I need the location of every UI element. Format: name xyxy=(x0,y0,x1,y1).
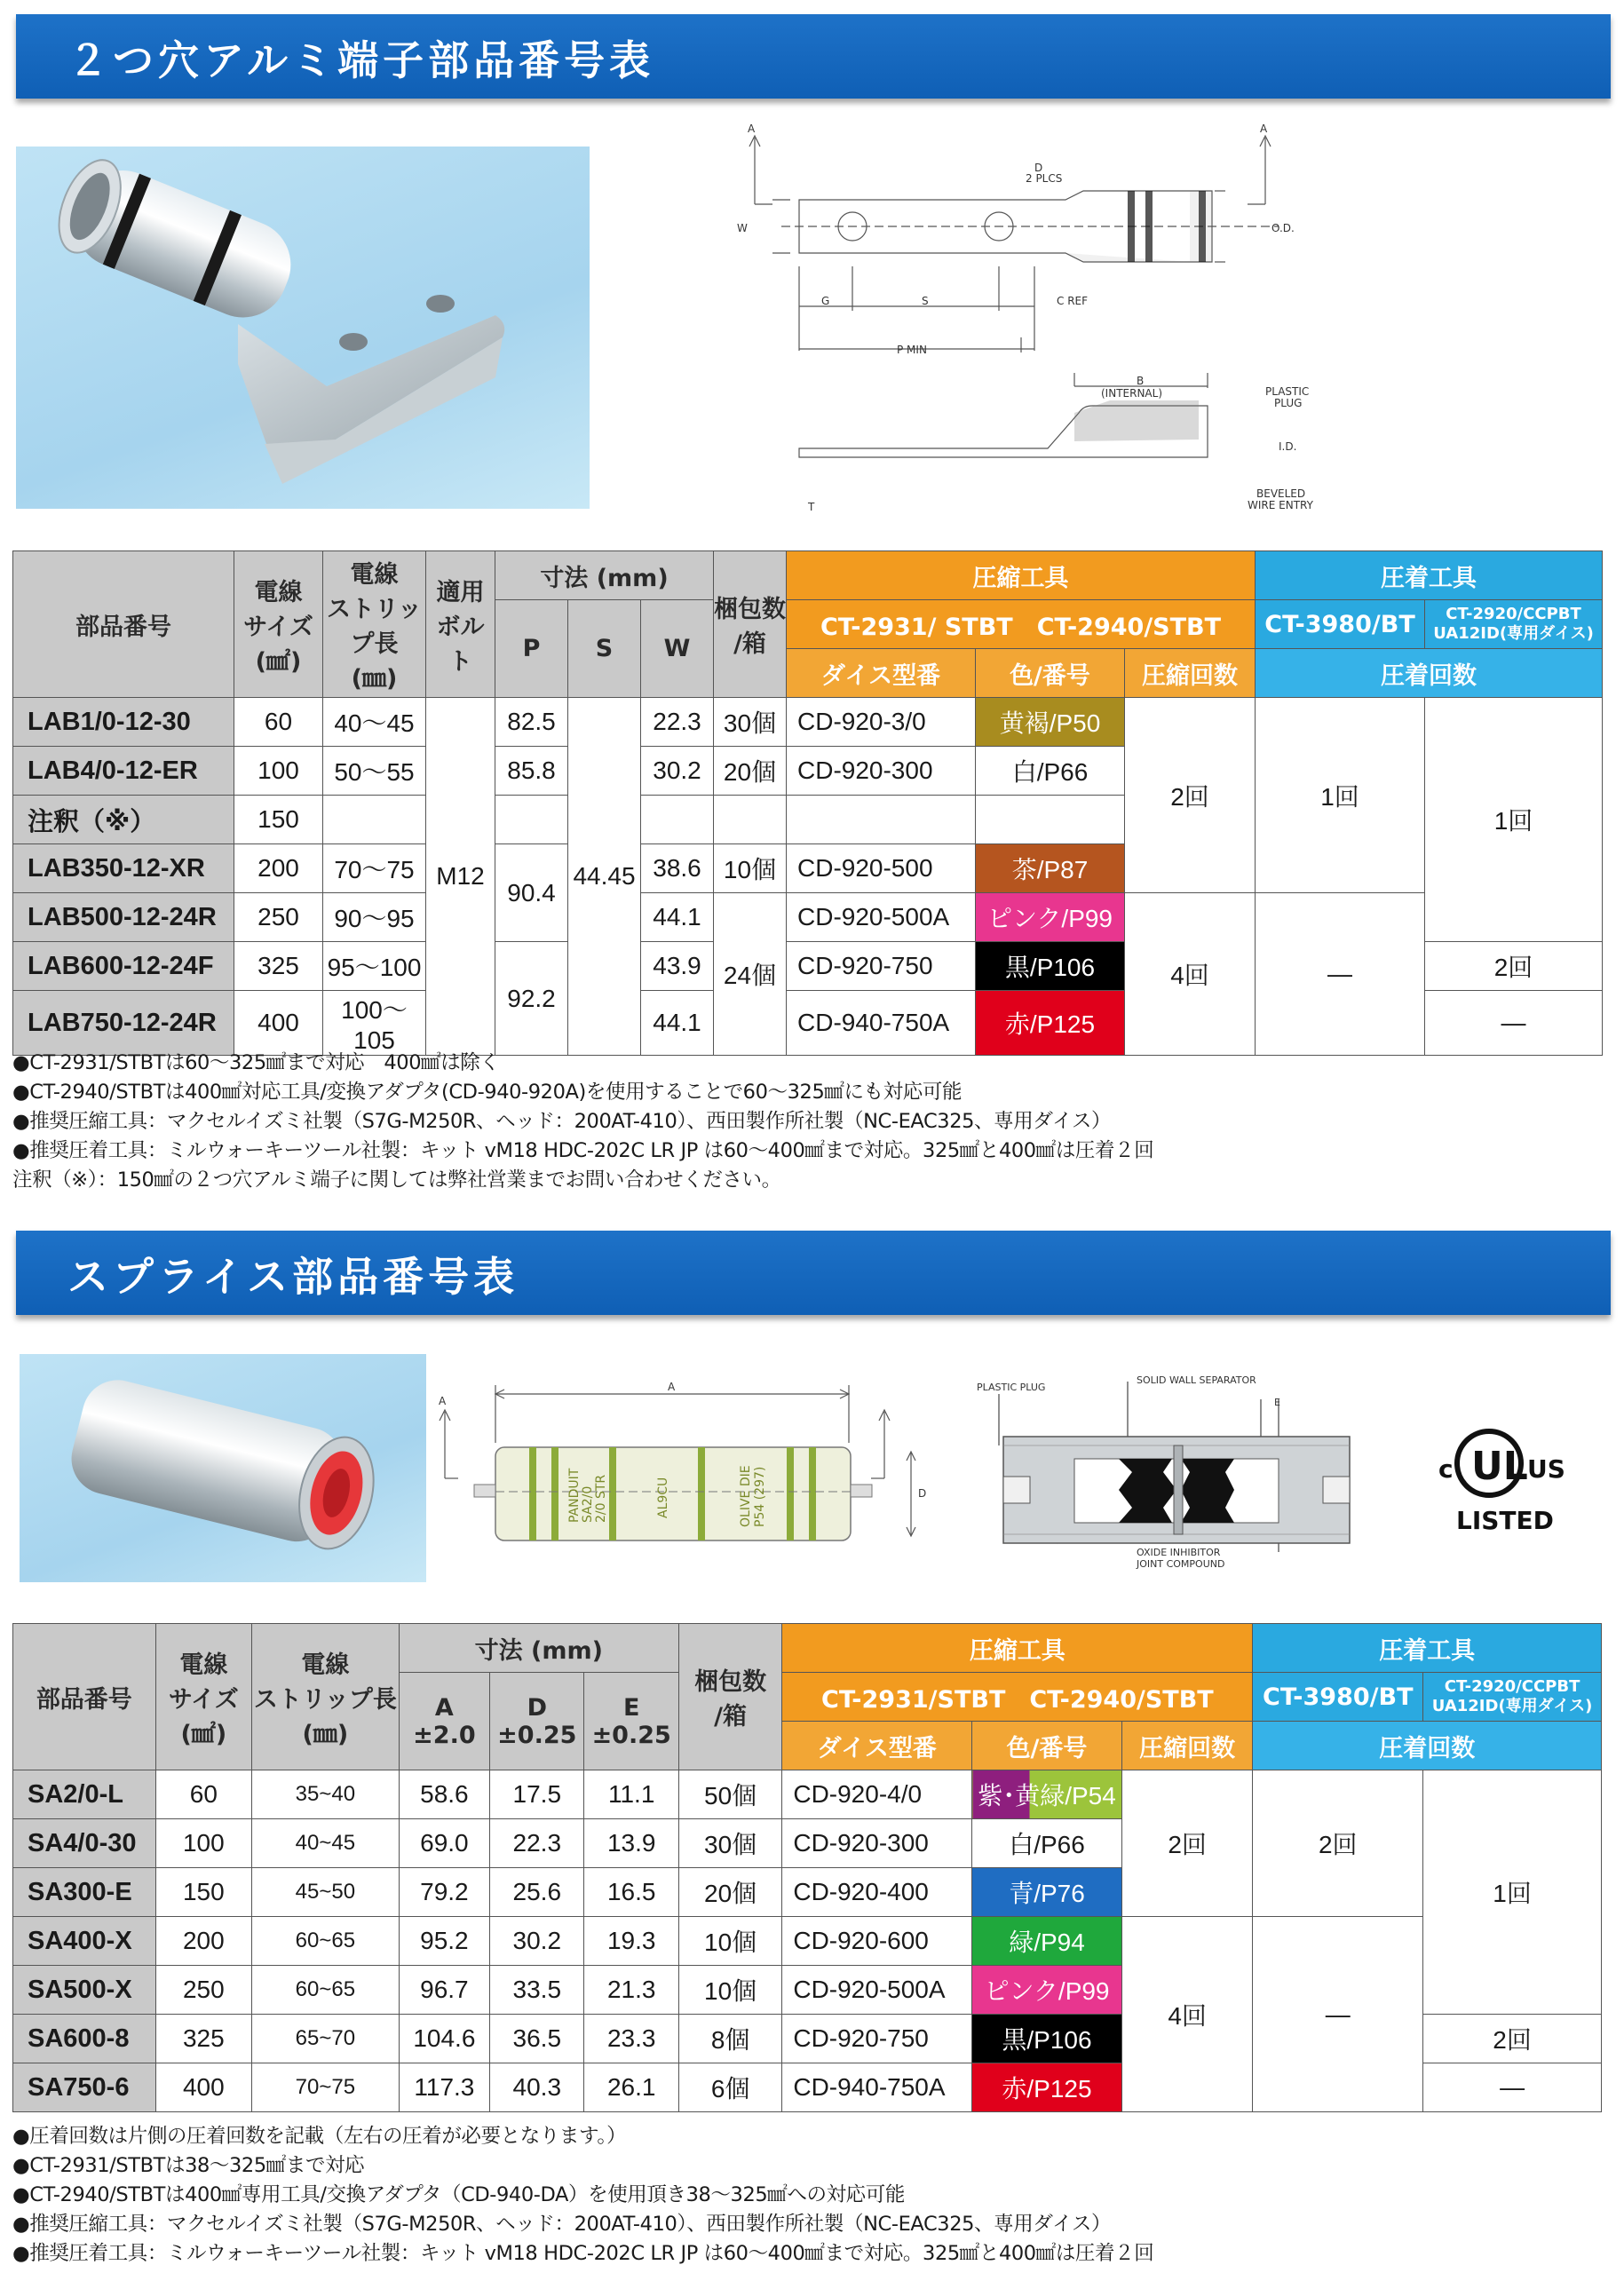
table-row xyxy=(13,1770,1602,1819)
lug-spec-table xyxy=(12,550,1603,1056)
strip-length: 45~50 xyxy=(252,1868,400,1917)
header-s: S xyxy=(568,600,641,698)
wire-size: 325 xyxy=(155,2015,251,2063)
section-label-oxide1: OXIDE INHIBITOR xyxy=(1137,1547,1221,1558)
header-crimp-times: 圧着回数 xyxy=(1253,1722,1602,1770)
dim-e: 13.9 xyxy=(584,1819,678,1868)
strip-length: 65~70 xyxy=(252,2015,400,2063)
note: ●CT-2931/STBTは60～325㎟まで対応 400㎟は除く xyxy=(12,1051,500,1074)
dwg-label-od: O.D. xyxy=(1271,222,1295,234)
dim-d: 30.2 xyxy=(490,1917,584,1966)
dwg-label-internal: (INTERNAL) xyxy=(1101,387,1162,400)
die-number: CD-920-400 xyxy=(782,1868,972,1917)
part-number: LAB350-12-XR xyxy=(13,844,234,893)
header-crimp-times: 圧着回数 xyxy=(1256,649,1603,698)
ul-us: US xyxy=(1527,1454,1565,1484)
part-number: SA500-X xyxy=(13,1966,156,2015)
dim-a: 58.6 xyxy=(399,1770,489,1819)
header-w: W xyxy=(641,600,714,698)
wire-size: 150 xyxy=(155,1868,251,1917)
splice-photo xyxy=(20,1354,426,1582)
die-number: CD-920-300 xyxy=(782,1819,972,1868)
pack-count: 50個 xyxy=(678,1770,781,1819)
color-chip: 白/P66 xyxy=(976,747,1125,796)
table-row xyxy=(13,1917,1602,1966)
wire-size: 60 xyxy=(234,698,323,747)
table-row xyxy=(13,698,1603,747)
wire-size: 150 xyxy=(234,796,323,844)
splice-section-drawing xyxy=(959,1374,1385,1574)
header-bolt: 適用 ボルト xyxy=(426,551,495,698)
header-comp-times: 圧縮回数 xyxy=(1125,649,1256,698)
table-row xyxy=(13,893,1603,942)
pack-count: 10個 xyxy=(678,1917,781,1966)
header-a: A ±2.0 xyxy=(399,1673,489,1770)
section1-notes xyxy=(12,1049,1153,1195)
comp-times: 2回 xyxy=(1125,698,1256,893)
dwg-label-cref: C REF xyxy=(1057,295,1089,307)
dwg-label-g: G xyxy=(821,295,830,307)
comp-times: 4回 xyxy=(1121,1917,1253,2112)
dwg-label-plug: PLUG xyxy=(1274,397,1303,409)
dwg-label-plcs: 2 PLCS xyxy=(1026,172,1063,185)
header-pack: 梱包数 /箱 xyxy=(714,551,787,698)
dim-e: 16.5 xyxy=(584,1868,678,1917)
note: ●圧着回数は片側の圧着回数を記載（左右の圧着が必要となります。） xyxy=(12,2125,627,2148)
color-chip: 赤/P125 xyxy=(976,991,1125,1056)
wire-size: 100 xyxy=(234,747,323,796)
dim-e: 26.1 xyxy=(584,2063,678,2112)
splice-print-5: OLIVE DIE xyxy=(739,1465,753,1527)
header-comp-models: CT-2931/STBT CT-2940/STBT xyxy=(782,1673,1253,1722)
wire-size: 100 xyxy=(155,1819,251,1868)
header-d: D ±0.25 xyxy=(490,1673,584,1770)
color-chip: 紫･黄緑/P54 xyxy=(972,1770,1122,1819)
pack-count: 20個 xyxy=(714,747,787,796)
color-chip: ピンク/P99 xyxy=(972,1966,1122,2015)
dim-a: 117.3 xyxy=(399,2063,489,2112)
splice-print-2: SA2/0 xyxy=(581,1485,595,1523)
strip-length: 90～95 xyxy=(323,893,426,942)
dim-a: 95.2 xyxy=(399,1917,489,1966)
header-strip-length: 電線 ストリップ長 (㎜) xyxy=(323,551,426,698)
part-number: 注釈（※） xyxy=(13,796,234,844)
header-crimp-tool: 圧着工具 xyxy=(1253,1624,1602,1673)
header-comp-models: CT-2931/ STBT CT-2940/STBT xyxy=(787,600,1256,649)
ul-mark: UL xyxy=(1471,1444,1528,1489)
note: ●推奨圧縮工具：マクセルイズミ社製（S7G-M250R、ヘッド：200AT-410）、西田製作所社製（NC-EAC325、専用ダイス） xyxy=(12,2213,1112,2236)
dim-a: 79.2 xyxy=(399,1868,489,1917)
pack-count: 10個 xyxy=(714,844,787,893)
splice-label-a-arrow: A xyxy=(439,1395,447,1407)
lug-photo xyxy=(16,147,590,509)
pack-count: 24個 xyxy=(714,893,787,1056)
section-label-e: E xyxy=(1274,1397,1280,1408)
dim-w: 44.1 xyxy=(641,893,714,942)
ul-c: c xyxy=(1438,1454,1454,1484)
section1-banner xyxy=(16,14,1611,99)
header-wire-size: 電線 サイズ (㎟) xyxy=(234,551,323,698)
die-number: CD-920-500A xyxy=(787,893,976,942)
header-wire-size: 電線 サイズ (㎟) xyxy=(155,1624,251,1770)
part-number: SA300-E xyxy=(13,1868,156,1917)
header-color: 色/番号 xyxy=(972,1722,1122,1770)
header-comp-times: 圧縮回数 xyxy=(1121,1722,1253,1770)
splice-print-6: P54 (297) xyxy=(753,1466,767,1527)
splice-technical-drawing xyxy=(432,1376,947,1563)
crimp1-times: 1回 xyxy=(1256,698,1425,893)
color-chip: 黒/P106 xyxy=(976,942,1125,991)
header-part: 部品番号 xyxy=(13,1624,156,1770)
crimp2-times: 1回 xyxy=(1425,698,1603,942)
wire-size: 250 xyxy=(234,893,323,942)
header-comp-tool: 圧縮工具 xyxy=(782,1624,1253,1673)
dim-d: 40.3 xyxy=(490,2063,584,2112)
wire-size: 325 xyxy=(234,942,323,991)
crimp2-times: 1回 xyxy=(1423,1770,1602,2015)
splice-image xyxy=(20,1354,426,1582)
header-part: 部品番号 xyxy=(13,551,234,698)
two-hole-lug-image xyxy=(16,147,590,509)
dim-p: 85.8 xyxy=(495,747,568,796)
part-number: SA600-8 xyxy=(13,2015,156,2063)
splice-print-4: AL9CU xyxy=(656,1477,670,1518)
header-comp-tool: 圧縮工具 xyxy=(787,551,1256,600)
die-number: CD-940-750A xyxy=(787,991,976,1056)
dwg-label-s: S xyxy=(922,295,929,307)
note: ●推奨圧着工具：ミルウォーキーツール社製：キット vM18 HDC-202C LR JP は60～400㎟まで対応。325㎟と400㎟は圧着２回 xyxy=(12,1139,1154,1162)
header-die: ダイス型番 xyxy=(782,1722,972,1770)
dwg-label-wireentry: WIRE ENTRY xyxy=(1248,499,1313,511)
dim-d: 25.6 xyxy=(490,1868,584,1917)
dim-w: 43.9 xyxy=(641,942,714,991)
part-number: LAB750-12-24R xyxy=(13,991,234,1056)
die-number xyxy=(787,796,976,844)
header-crimp-model2: CT-2920/CCPBT UA12ID(専用ダイス) xyxy=(1423,1673,1602,1722)
strip-length: 100～105 xyxy=(323,991,426,1056)
die-number: CD-920-750 xyxy=(787,942,976,991)
dwg-label-b: B xyxy=(1137,375,1145,387)
note: ●推奨圧着工具：ミルウォーキーツール社製：キット vM18 HDC-202C LR JP は60～400㎟まで対応。325㎟と400㎟は圧着２回 xyxy=(12,2242,1154,2265)
pack-count xyxy=(714,796,787,844)
splice-print-3: 2/0 STR xyxy=(594,1474,608,1523)
comp-times: 2回 xyxy=(1121,1770,1253,1917)
crimp2-times: 2回 xyxy=(1425,942,1603,991)
part-number: LAB600-12-24F xyxy=(13,942,234,991)
wire-size: 60 xyxy=(155,1770,251,1819)
header-e: E ±0.25 xyxy=(584,1673,678,1770)
pack-count: 30個 xyxy=(678,1819,781,1868)
wire-size: 200 xyxy=(155,1917,251,1966)
strip-length: 60~65 xyxy=(252,1966,400,2015)
section-label-solid-wall: SOLID WALL SEPARATOR xyxy=(1137,1374,1256,1386)
ul-listed-logo xyxy=(1421,1412,1598,1545)
color-chip: 緑/P94 xyxy=(972,1917,1122,1966)
header-pack: 梱包数 /箱 xyxy=(678,1624,781,1770)
dim-w xyxy=(641,796,714,844)
dwg-label-a2: A xyxy=(1260,123,1268,135)
strip-length: 50～55 xyxy=(323,747,426,796)
color-chip xyxy=(976,796,1125,844)
strip-length xyxy=(323,796,426,844)
dwg-label-d: D xyxy=(1034,162,1043,174)
dwg-label-a1: A xyxy=(748,123,756,135)
color-chip: 茶/P87 xyxy=(976,844,1125,893)
section-label-oxide2: JOINT COMPOUND xyxy=(1137,1558,1225,1570)
dwg-label-w: W xyxy=(737,222,748,234)
die-number: CD-940-750A xyxy=(782,2063,972,2112)
color-chip: 黄褐/P50 xyxy=(976,698,1125,747)
color-chip: 赤/P125 xyxy=(972,2063,1122,2112)
note: ●CT-2931/STBTは38～325㎟まで対応 xyxy=(12,2154,365,2177)
crimp1-times: ― xyxy=(1253,1917,1423,2112)
splice-label-a: A xyxy=(668,1381,676,1393)
dim-w: 22.3 xyxy=(641,698,714,747)
section1-title: ２つ穴アルミ端子部品番号表 xyxy=(67,36,655,84)
dwg-label-beveled: BEVELED xyxy=(1256,487,1306,500)
dim-e: 11.1 xyxy=(584,1770,678,1819)
dim-d: 17.5 xyxy=(490,1770,584,1819)
dim-d: 22.3 xyxy=(490,1819,584,1868)
crimp2-times: ― xyxy=(1423,2063,1602,2112)
section2-title: スプライス部品番号表 xyxy=(67,1253,519,1301)
strip-length: 40～45 xyxy=(323,698,426,747)
dim-e: 23.3 xyxy=(584,2015,678,2063)
pack-count: 30個 xyxy=(714,698,787,747)
die-number: CD-920-300 xyxy=(787,747,976,796)
dim-e: 21.3 xyxy=(584,1966,678,2015)
note: ●推奨圧縮工具：マクセルイズミ社製（S7G-M250R、ヘッド：200AT-410）、西田製作所社製（NC-EAC325、専用ダイス） xyxy=(12,1110,1112,1133)
dim-d: 36.5 xyxy=(490,2015,584,2063)
part-number: SA750-6 xyxy=(13,2063,156,2112)
header-color: 色/番号 xyxy=(976,649,1125,698)
header-strip-length: 電線 ストリップ長 (㎜) xyxy=(252,1624,400,1770)
note: ●CT-2940/STBTは400㎟専用工具/交換アダプタ（CD-940-DA）を使用頂き38～325㎟への対応可能 xyxy=(12,2183,905,2206)
part-number: SA2/0-L xyxy=(13,1770,156,1819)
note: ●CT-2940/STBTは400㎟対応工具/変換アダプタ(CD-940-920A)を使用することで60～325㎟にも対応可能 xyxy=(12,1081,963,1104)
section-label-plastic-plug: PLASTIC PLUG xyxy=(977,1382,1046,1393)
strip-length: 40~45 xyxy=(252,1819,400,1868)
note: 注釈（※）：150㎟の２つ穴アルミ端子に関しては弊社営業までお問い合わせください。 xyxy=(12,1168,781,1192)
dim-e: 19.3 xyxy=(584,1917,678,1966)
die-number: CD-920-500 xyxy=(787,844,976,893)
pack-count: 8個 xyxy=(678,2015,781,2063)
wire-size: 400 xyxy=(234,991,323,1056)
dwg-label-id: I.D. xyxy=(1279,440,1297,453)
part-number: LAB1/0-12-30 xyxy=(13,698,234,747)
part-number: SA400-X xyxy=(13,1917,156,1966)
dwg-label-plastic: PLASTIC xyxy=(1265,385,1310,398)
part-number: LAB500-12-24R xyxy=(13,893,234,942)
dim-a: 96.7 xyxy=(399,1966,489,2015)
ul-listed: LISTED xyxy=(1456,1506,1554,1535)
strip-length: 60~65 xyxy=(252,1917,400,1966)
dim-p xyxy=(495,796,568,844)
die-number: CD-920-3/0 xyxy=(787,698,976,747)
dim-a: 69.0 xyxy=(399,1819,489,1868)
header-dims: 寸法 (mm) xyxy=(495,551,714,600)
pack-count: 10個 xyxy=(678,1966,781,2015)
dim-w: 30.2 xyxy=(641,747,714,796)
crimp1-times: 2回 xyxy=(1253,1770,1423,1917)
comp-times: 4回 xyxy=(1125,893,1256,1056)
wire-size: 400 xyxy=(155,2063,251,2112)
crimp2-times: ― xyxy=(1425,991,1603,1056)
splice-print-1: PANDUIT xyxy=(567,1468,582,1523)
part-number: LAB4/0-12-ER xyxy=(13,747,234,796)
header-crimp-model1: CT-3980/BT xyxy=(1256,600,1425,649)
strip-length: 70~75 xyxy=(252,2063,400,2112)
dim-p: 90.4 xyxy=(495,844,568,942)
strip-length: 95～100 xyxy=(323,942,426,991)
header-p: P xyxy=(495,600,568,698)
strip-length: 35~40 xyxy=(252,1770,400,1819)
dim-w: 38.6 xyxy=(641,844,714,893)
header-crimp-tool: 圧着工具 xyxy=(1256,551,1603,600)
splice-label-d: D xyxy=(918,1487,927,1500)
section2-notes xyxy=(12,2122,1153,2269)
dim-a: 104.6 xyxy=(399,2015,489,2063)
pack-count: 6個 xyxy=(678,2063,781,2112)
color-chip: 白/P66 xyxy=(972,1819,1122,1868)
die-number: CD-920-600 xyxy=(782,1917,972,1966)
dim-d: 33.5 xyxy=(490,1966,584,2015)
die-number: CD-920-4/0 xyxy=(782,1770,972,1819)
splice-spec-table xyxy=(12,1623,1602,2112)
die-number: CD-920-750 xyxy=(782,2015,972,2063)
pack-count: 20個 xyxy=(678,1868,781,1917)
color-chip: 黒/P106 xyxy=(972,2015,1122,2063)
crimp1-times: ― xyxy=(1256,893,1425,1056)
dim-p: 82.5 xyxy=(495,698,568,747)
header-crimp-model1: CT-3980/BT xyxy=(1253,1673,1423,1722)
dim-s: 44.45 xyxy=(568,698,641,1056)
header-crimp-model2: CT-2920/CCPBT UA12ID(専用ダイス) xyxy=(1425,600,1603,649)
lug-technical-drawing xyxy=(728,120,1350,519)
color-chip: ピンク/P99 xyxy=(976,893,1125,942)
header-dims: 寸法 (mm) xyxy=(399,1624,678,1673)
strip-length: 70～75 xyxy=(323,844,426,893)
dwg-label-t: T xyxy=(808,501,815,513)
color-chip: 青/P76 xyxy=(972,1868,1122,1917)
header-die: ダイス型番 xyxy=(787,649,976,698)
dim-p: 92.2 xyxy=(495,942,568,1056)
dwg-label-pmin: P MIN xyxy=(897,344,927,356)
die-number: CD-920-500A xyxy=(782,1966,972,2015)
crimp2-times: 2回 xyxy=(1423,2015,1602,2063)
part-number: SA4/0-30 xyxy=(13,1819,156,1868)
wire-size: 200 xyxy=(234,844,323,893)
bolt-value: M12 xyxy=(426,698,495,1056)
section2-banner xyxy=(16,1231,1611,1315)
dim-w: 44.1 xyxy=(641,991,714,1056)
wire-size: 250 xyxy=(155,1966,251,2015)
